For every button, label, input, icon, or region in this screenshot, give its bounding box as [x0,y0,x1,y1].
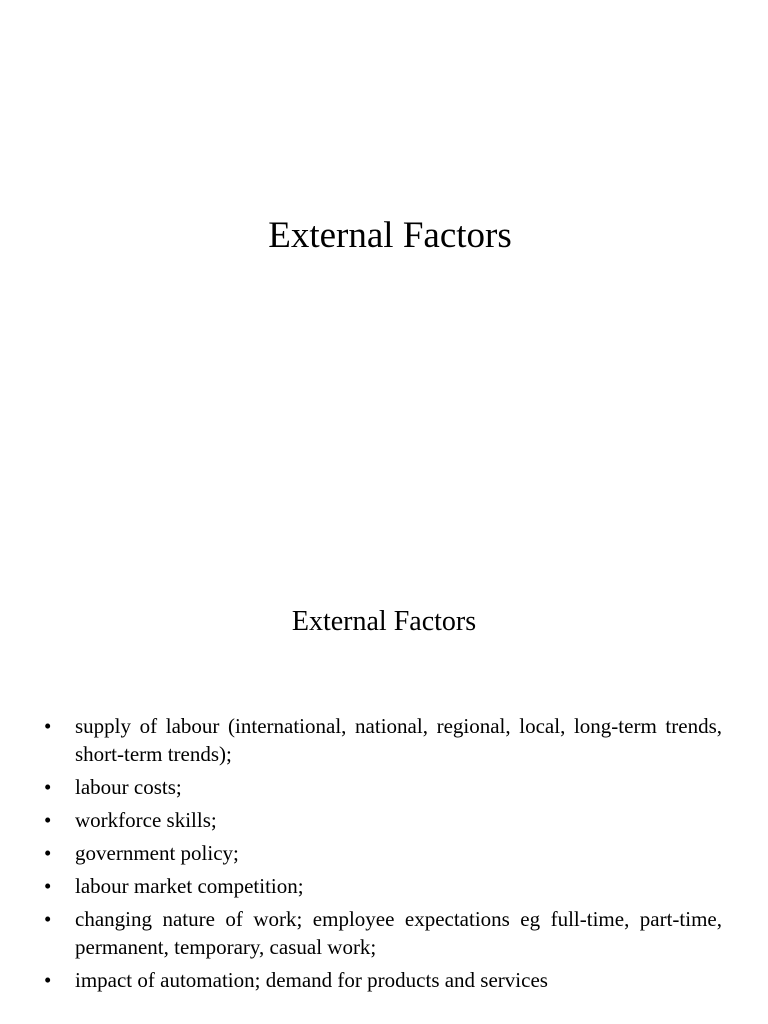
slide-one-title: External Factors [268,215,512,256]
bullet-text: labour market competition; [75,874,304,898]
bullet-icon: • [44,841,52,865]
slide-title-page [0,0,768,500]
bullet-icon: • [44,907,52,931]
bullet-text: workforce skills; [75,808,217,832]
bullet-icon: • [44,968,52,992]
bullet-text: labour costs; [75,775,182,799]
list-item [40,966,722,994]
list-item [40,839,722,867]
list-item [40,905,722,961]
slide-two-title: External Factors [291,606,477,637]
bullet-text: impact of automation; demand for products and services [75,968,548,992]
list-item [40,806,722,834]
bullet-text: government policy; [75,841,239,865]
slide-content-page [0,500,768,1024]
bullet-icon: • [44,808,52,832]
bullet-list [40,712,722,999]
bullet-icon: • [44,775,52,799]
list-item [40,773,722,801]
bullet-icon: • [44,714,52,738]
bullet-text: changing nature of work; employee expectations eg full-time, part-time, permanent, temporary, casual work; [75,907,722,959]
bullet-text: supply of labour (international, national, regional, local, long-term trends, short-term trends); [75,714,722,766]
list-item [40,872,722,900]
bullet-icon: • [44,874,52,898]
list-item [40,712,722,768]
